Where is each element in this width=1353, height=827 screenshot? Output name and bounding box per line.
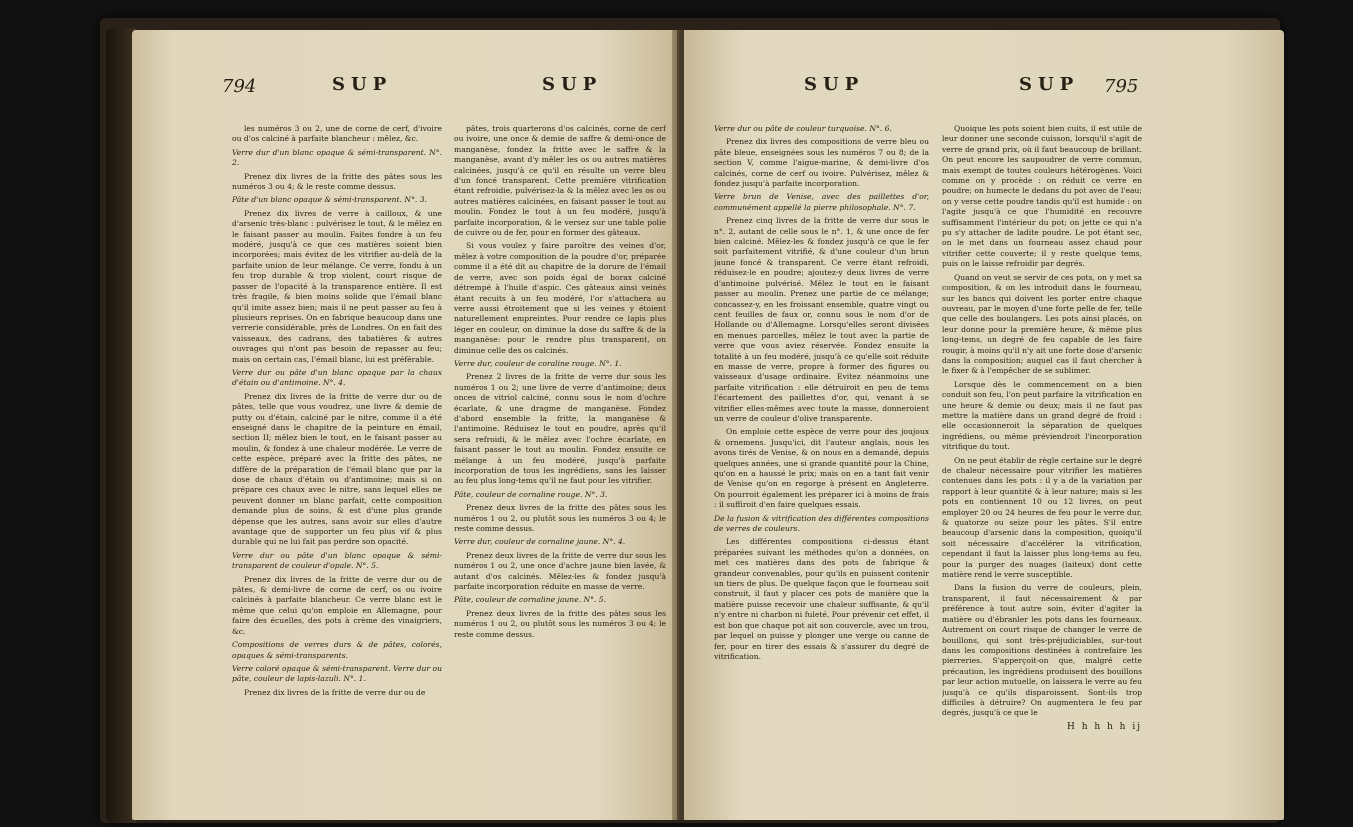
- paragraph: Prenez 2 livres de la fritte de verre dur sous les numéros 1 ou 2; une livre de verre d'antimoine; deux onces de vitriol calciné, connu sous le nom d'ochre écarlate, & une dragme de manganèse. Fondez d'abord ensemble la fritte, la manganèse & l'antimoine. Réduisez le tout en poudre, après qu'il sera refroidi, & le mêlez avec l'ochre écarlate, en faisant passer le tout au moulin. Fondez ensuite ce mélange à un feu modéré, jusqu'à parfaite incorporation de tous les ingrédiens, sans les laisser au feu plus long-tems qu'il ne faut pour les vitrifier.: [454, 372, 666, 486]
- page-number: 794: [222, 76, 257, 97]
- running-head: SUP: [332, 74, 393, 95]
- paragraph: Quand on veut se servir de ces pots, on y met sa composition, & on les introduit dans le fourneau, sur les bancs qui doivent les porter entre chaque ouvreau, par le moyen d'une forte pelle de fer, telle que celle des boulangers. Les pots ainsi placés, on leur donne pour la première heure, & même plus long-tems, un degré de feu capable de les faire rougir, à moins qu'il n'y ait une forte dose d'arsenic dans la composition; auquel cas il faut chercher à le fixer & à l'empêcher de se sublimer.: [942, 272, 1142, 376]
- section-heading: De la fusion & vitrification des différentes compositions de verres de couleurs.: [714, 513, 929, 534]
- paragraph: Prenez dix livres de la fritte de verre dur ou de pâtes, telle que vous voudrez, une livre & demie de putty ou d'étain, calciné par le nitre, comme il a été enseigné dans le chapitre de la peinture en émail, section II; mêlez bien le tout, en le faisant passer au moulin, & fondez à une chaleur modérée. Le verre de cette espèce, préparé avec la fritte des pâtes, ne diffère de la préparation de l'émail blanc que par la dose de chaux d'étain ou d'antimoine; mais si on prépare ces chaux avec le nitre, sans lequel elles ne peuvent donner un blanc parfait, cette composition demande plus de soins, & est d'une plus grande dépense que les autres, sans avoir sur elles d'autre avantage que de supporter un feu plus vif & plus durable qui ne lui fait pas perdre son opacité.: [232, 391, 442, 547]
- section-heading: Pâte, couleur de cornaline jaune. N°. 5.: [454, 595, 607, 605]
- paragraph: pâtes, trois quarterons d'os calcinés, corne de cerf ou ivoire, une once & demie de saffre & demi-once de manganèse, fondez la fritte avec le saffre & la manganèse, avant d'y mêler les os ou autres matières calcinées, jusqu'à ce qu'il en résulte un verre bleu d'un foncé transparent. Cette première vitrification étant refroidie, pulvérisez-la & la mêlez avec les os ou autres matières calcinées, en faisant passer le tout au moulin. Fondez le tout à un feu modéré, jusqu'à parfaite incorporation, & le versez sur une table polie de cuivre ou de fer, pour en former des gâteaux.: [454, 124, 666, 238]
- paragraph: Prenez dix livres de la fritte de verre dur ou de: [244, 687, 426, 697]
- paragraph: Prenez dix livres de verre à cailloux, & une d'arsenic très-blanc : pulvérisez le tout, & le mêlez en le faisant passer au moulin. Faites fondre à un feu modéré, jusqu'à ce que ces matières soient bien incorporées; mais évitez de les vitrifier au-delà de la parfaite union de leur mélange. Ce verre, fondu à un feu trop durable & trop violent, court risque de passer de l'opacité à la transparence entière. Il est très fragile, & bien moins solide que l'émail blanc qu'il imite assez bien; mais il ne peut passer au feu à plusieurs reprises. On en fabrique beaucoup dans une verrerie considérable, près de Londres. On en fait des vaisseaux, des cadrans, des tabatières & autres ouvrages qui n'ont pas besoin de repasser au feu; mais on certain cas, l'émail blanc, lui est préférable.: [232, 208, 442, 364]
- section-heading: Verre dur ou pâte d'un blanc opaque par la chaux d'étain ou d'antimoine. N°. 4.: [232, 367, 442, 388]
- text-column-2: [454, 124, 666, 794]
- running-head: SUP: [804, 74, 865, 95]
- paragraph: Prenez deux livres de la fritte des pâtes sous les numéros 1 ou 2, ou plutôt sous les numéros 3 ou 4; le reste comme dessus.: [454, 503, 666, 534]
- paragraph: Si vous voulez y faire paroître des veines d'or, mêlez à votre composition de la poudre d'or, préparée comme il a été dit au chapitre de la dorure de l'émail de verre, avec son poids égal de borax calciné détrempé à l'huile d'aspic. Ces gâteaux ainsi veinés étant recuits à un feu modéré, l'or s'attachera au verre aussi étroitement que si les veines y étoient naturellement empreintes. Pour rendre ce lapis plus léger en couleur, on diminue la dose du saffre & de la manganèse: pour le rendre plus transparent, on diminue celle des os calcinés.: [454, 241, 666, 355]
- running-head: SUP: [542, 74, 603, 95]
- left-page: [132, 30, 677, 820]
- right-page: [684, 30, 1284, 820]
- paragraph: On emploie cette espèce de verre pour des joujoux & ornemens. Jusqu'ici, dit l'auteur anglais, nous les avons tirés de Venise, & on nous en a demandé, depuis quelques années, une si grande quantité pour la Chine, qu'on en a haussé le prix; mais on en a tant fait venir de Venise qu'on en regorge à présent en Angleterre. On pourroit également les préparer ici à moins de frais : il suffiroit d'en faire quelques essais.: [714, 427, 929, 510]
- paragraph: Quoique les pots soient bien cuits, il est utile de leur donner une seconde cuisson, lorsqu'il s'agit de verre de grand prix, où il faut beaucoup de brillant. On peut encore les saupoudrer de verre commun, mais exempt de toutes couleurs hétérogènes. Voici comme on y procède : on réduit ce verre en poudre; on humecte le dedans du pot avec de l'eau; on y verse cette poudre tandis qu'il est humide : on l'agite jusqu'à ce que l'humidité en recouvre suffisamment l'intérieur du pot; on jette ce qui n'a pu s'y attacher de ladite poudre. Le pot étant sec, on le met dans un fourneau assez chaud pour vitrifier cette couverte; il y reste quelque tems, puis on le laisse refroidir par degrés.: [942, 124, 1142, 269]
- text-column-1: [232, 124, 442, 794]
- section-heading: Pâte, couleur de cornaline rouge. N°. 3.: [454, 489, 608, 499]
- signature-mark: H h h h h ij: [1066, 721, 1142, 732]
- paragraph: Prenez deux livres de la fritte des pâtes sous les numéros 1 ou 2, ou plutôt sous les numéros 3 ou 4; le reste comme dessus.: [454, 608, 666, 639]
- text-column-1: [714, 124, 929, 804]
- paragraph: On ne peut établir de règle certaine sur le degré de chaleur nécessaire pour vitrifier les matières contenues dans les pots : il y a de la variation par rapport à leur quantité & à leur nature; mais si les pots en contiennent 10 ou 12 livres, on peut employer 20 ou 24 heures de feu pour le verre dur, & quatorze ou seize pour les pâtes. S'il entre beaucoup d'arsenic dans la composition, quoiqu'il soit nécessaire d'accélérer la vitrification, cependant il faut la laisser plus long-tems au feu, pour la purger des nuages (laiteux) dont cette matière rend le verre susceptible.: [942, 455, 1142, 580]
- paragraph: Prenez deux livres de la fritte de verre dur sous les numéros 1 ou 2, une once d'achre jaune bien lavée, & autant d'os calcinés. Mêlez-les & fondez jusqu'à parfaite incorporation réduite en masse de verre.: [454, 550, 666, 592]
- section-heading: Verre dur ou pâte de couleur turquoise. N°. 6.: [714, 124, 892, 133]
- paragraph: Prenez dix livres de la fritte des pâtes sous les numéros 3 ou 4; & le reste comme dessus.: [232, 171, 442, 192]
- paragraph: Prenez dix livres des compositions de verre bleu ou pâte bleue, enseignées sous les numéros 7 ou 8; de la section V, comme l'aigue-marine, & demi-livre d'os calcinés, corne de cerf ou ivoire. Pulvérisez, mêlez & fondez jusqu'à parfaite incorporation.: [714, 137, 929, 189]
- paragraph: les numéros 3 ou 2, une de corne de cerf, d'ivoire ou d'os calciné à parfaite blancheur : mêlez, &c.: [232, 124, 442, 144]
- section-heading: Pâte d'un blanc opaque & sémi-transparent. N°. 3.: [232, 195, 427, 205]
- paragraph: Prenez dix livres de la fritte de verre dur ou de pâtes, & demi-livre de corne de cerf, os ou ivoire calcinés à parfaite blancheur. Ce verre blanc est le même que celui qu'on emploie en Allemagne, pour faire des écuelles, des pots à crème des vinaigriers, &c.: [232, 574, 442, 636]
- section-heading: Verre brun de Venise, avec des paillettes d'or, communément appellé la pierre philosophale. N°. 7.: [714, 192, 929, 212]
- paragraph: Prenez cinq livres de la fritte de verre dur sous le n°. 2, autant de celle sous le n°. 1, & une once de fer bien calciné. Mêlez-les & fondez jusqu'à ce que le fer soit parfaitement vitrifié, & d'une couleur d'un brun jaune foncé & transparent. Ce verre étant refroidi, réduisez-le en poudre; ajoutez-y deux livres de verre d'antimoine pulvérisé. Mêlez le tout en le faisant passer au moulin. Prenez une partie de ce mélange; concassez-y, en les froissant ensemble, quatre vingt ou cent feuilles de faux or, connu sous le nom d'or de Hollande ou d'Allemagne. Lorsqu'elles seront divisées en menues parcelles, mêlez le tout avec la partie de verre que vous aviez réservée. Fondez ensuite la totalité à un feu modéré, jusqu'à ce qu'elle soit réduite en masse de verre, propre à former des figures ou vaisseaux d'usage ordinaire. Evitez néanmoins une parfaite vitrification : elle détruiroit en peu de tems l'écartement des paillettes d'or, qui, venant à se vitrifier elles-mêmes avec toute la masse, donneroient un verre de couleur d'olive transparente.: [714, 216, 929, 423]
- section-heading: Verre dur, couleur de coraline rouge. N°. 1.: [454, 358, 622, 368]
- section-heading: Verre dur, couleur de cornaline jaune. N°. 4.: [454, 537, 626, 547]
- section-heading: Compositions de verres durs & de pâtes, colorés, opaques & sémi-transparents.: [232, 640, 442, 660]
- page-number: 795: [1104, 76, 1139, 97]
- paragraph: Dans la fusion du verre de couleurs, plein, transparent, il faut nécessairement & par préférence à tout autre soin, éviter d'agiter la matière ou d'ébranler les pots dans les fourneaux. Autrement on court risque de changer le verre de bouillons, qui sont très-préjudiciables, sur-tout dans les compositions destinées à contrefaire les pierreries. S'apperçoit-on que, malgré cette précaution, les ingrédiens produisent des bouillons par leur action mutuelle, on laissera le verre au feu jusqu'à ce qu'ils disparoissent. Sont-ils trop difficiles à détruire? On augmentera le feu par degrés, jusqu'à ce que le: [942, 583, 1142, 718]
- section-heading: Verre coloré opaque & sémi-transparent. Verre dur ou pâte, couleur de lapis-lazuli. N°. 1.: [232, 663, 442, 684]
- section-heading: Verre dur ou pâte d'un blanc opaque & sémi-transparent de couleur d'opale. N°. 5.: [232, 550, 442, 571]
- paragraph: Lorsque dès le commencement on a bien conduit son feu, l'on peut parfaire la vitrification en une heure & demie ou deux; mais il ne faut pas mettre la matière dans un grand degré de froid : elle occasionneroit la séparation de quelques ingrédiens, ou même préviendroit l'incorporation vitrifique du tout.: [942, 379, 1142, 452]
- section-heading: Verre dur d'un blanc opaque & sémi-transparent. N°. 2.: [232, 147, 442, 168]
- running-head: SUP: [1019, 74, 1080, 95]
- paragraph: Les différentes compositions ci-dessus étant préparées suivant les méthodes qu'on a données, on met ces matières dans des pots de fabrique & grandeur convenables, pour qu'ils en puissent contenir un tiers de plus. De quelque façon que le fourneau soit construit, il faut y placer ces pots de manière que la matière puisse recevoir une chaleur suffisante, & qu'il n'y entre ni charbon ni fuleté. Pour prévenir cet effet, il est bon que chaque pot ait son couvercle, avec un trou, par lequel on puisse y plonger une verge ou canne de fer, pour en tirer des essais & s'assurer du degré de vitrification.: [714, 537, 929, 661]
- text-column-2: [942, 124, 1142, 814]
